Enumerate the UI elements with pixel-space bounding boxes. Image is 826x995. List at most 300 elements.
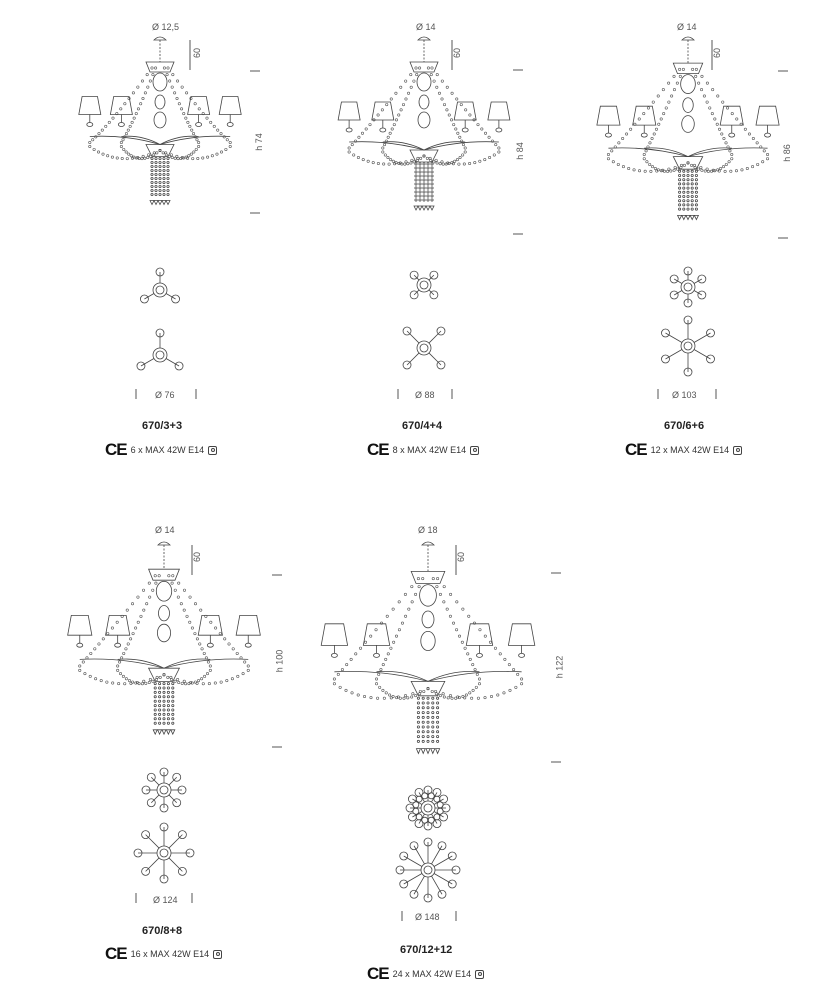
bead-garland [731,158,733,160]
crystal-drop [155,177,157,179]
bead-garland [472,663,474,665]
crystal-drop [437,702,439,704]
bead-garland [462,695,464,697]
lamp-shade [79,97,101,115]
bead-garland [98,132,100,134]
crystal-drop [427,195,429,197]
bead-garland [348,151,350,153]
bead-garland [82,661,84,663]
crystal-drop [167,718,169,720]
bead-garland [654,167,656,169]
bead-garland [177,681,179,683]
crystal-drop [419,167,421,169]
plan-hub-outer [153,283,167,297]
bead-garland [498,151,500,153]
bead-garland [353,154,355,156]
bead-garland [411,585,413,587]
bead-garland [94,648,96,650]
bobeche [196,123,202,127]
bead-garland [395,635,397,637]
bead-garland [433,80,435,82]
lamp-shade [321,624,347,646]
plan-hub-outer [681,280,695,294]
bead-garland [141,682,143,684]
bead-garland [382,163,384,165]
crystal-drop [431,195,433,197]
bead-garland [229,145,231,147]
bead-garland [415,67,417,69]
bead-garland [206,672,208,674]
bead-garland [751,165,753,167]
bobeche [641,133,647,137]
bead-garland [202,157,204,159]
bead-garland [339,686,341,688]
crystal-pendant [690,215,694,219]
bead-garland [706,82,708,84]
product-code: 670/8+8 [142,925,183,937]
bead-garland [383,697,385,699]
crystal-drop [159,189,161,191]
crystal-drop [163,718,165,720]
bead-garland [676,82,678,84]
bead-garland [651,137,653,139]
plan-hub-outer [681,339,695,353]
bead-garland [414,694,416,696]
column-bulb [418,112,430,128]
bead-garland [404,694,406,696]
plan-hub-inner [424,804,432,812]
bead-garland [701,169,703,171]
crystal-drop [151,177,153,179]
bead-garland [607,153,609,155]
crystal-drop [431,179,433,181]
bead-garland [403,697,405,699]
bead-garland [711,112,713,114]
crystal-pendant [158,730,162,734]
bead-garland [413,80,415,82]
bead-garland [348,147,350,149]
bead-garland [478,678,480,680]
lamp-shade [597,106,620,125]
bead-garland [667,82,669,84]
crystal-drop [432,697,434,699]
arm [424,142,499,150]
bead-garland [443,103,445,105]
crystal-drop [415,175,417,177]
bead-garland [461,641,463,643]
bead-garland [390,98,392,100]
bead-garland [629,128,631,130]
bead-garland [488,156,490,158]
crystal-drop [431,199,433,201]
bead-garland [612,161,614,163]
bead-garland [206,156,208,158]
bead-garland [697,168,699,170]
bead-garland [449,615,451,617]
bead-garland [435,159,437,161]
bead-garland [98,643,100,645]
crystal-drop [427,731,429,733]
bead-garland [467,653,469,655]
bead-garland [711,88,713,90]
plan-hub-outer [421,863,435,877]
bead-garland [714,118,716,120]
crystal-drop [691,179,693,181]
crystal-drop [679,183,681,185]
bobeche [496,128,502,132]
bead-garland [159,149,161,151]
bead-garland [643,158,645,160]
crystal-drop [159,181,161,183]
crystal-drop [159,161,161,163]
bead-garland [446,86,448,88]
bead-garland [171,156,173,158]
bead-garland [129,125,131,127]
crystal-drop [432,702,434,704]
crystal-drop [687,179,689,181]
column-cup [149,569,180,580]
bead-garland [120,108,122,110]
bead-garland [721,133,723,135]
crystal-drop [172,709,174,711]
bead-garland [382,689,384,691]
crystal-drop [154,713,156,715]
crystal-drop [159,683,161,685]
bead-garland [651,165,653,167]
crystal-drop [423,175,425,177]
bead-garland [183,609,185,611]
bead-garland [220,151,222,153]
bead-garland [144,157,146,159]
bead-garland [199,643,201,645]
bead-garland [152,680,154,682]
bead-garland [186,615,188,617]
spec-text: 12 x MAX 42W E14 [650,445,730,455]
bead-garland [447,697,449,699]
bead-garland [462,143,464,145]
bead-garland [106,681,108,683]
crystal-drop [427,702,429,704]
bead-garland [411,601,413,603]
bobeche [729,133,735,137]
spec-text: 6 x MAX 42W E14 [130,445,205,455]
crystal-drop [679,195,681,197]
bead-garland [427,687,429,689]
crystal-drop [415,163,417,165]
crystal-drop [415,167,417,169]
crystal-drop [422,707,424,709]
crystal-drop [431,175,433,177]
drop-label: 60 [192,47,203,59]
bead-garland [508,663,510,665]
bead-garland [484,635,486,637]
bead-garland [381,109,383,111]
bead-garland [752,137,754,139]
bead-garland [333,683,335,685]
bobeche [519,653,525,657]
bead-garland [433,161,435,163]
crystal-drop [172,705,174,707]
crystal-drop [427,183,429,185]
bead-garland [144,92,146,94]
crystal-drop [417,740,419,742]
plan-hub-inner [420,281,428,289]
bead-garland [622,165,624,167]
bead-garland [407,92,409,94]
bead-garland [607,158,609,160]
bead-garland [404,615,406,617]
bead-garland [493,154,495,156]
bead-garland [149,678,151,680]
bobeche [207,643,213,647]
bead-garland [194,103,196,105]
bead-garland [674,166,676,168]
bead-garland [648,163,650,165]
bead-garland [202,682,204,684]
bead-garland [137,108,139,110]
bead-garland [436,73,438,75]
bead-garland [695,68,697,70]
crystal-drop [167,722,169,724]
crystal-drop [419,195,421,197]
crystal-drop [167,189,169,191]
bead-garland [683,164,685,166]
bead-garland [351,692,353,694]
crystal-drop [691,204,693,206]
bead-garland [359,647,361,649]
bead-garland [137,596,139,598]
bead-garland [432,577,434,579]
bead-garland [676,168,678,170]
crystal-drop [167,700,169,702]
bead-garland [469,692,471,694]
bead-garland [438,92,440,94]
crystal-drop [167,683,169,685]
bead-garland [148,681,150,683]
crystal-pendant [426,206,430,210]
crystal-drop [417,697,419,699]
bead-garland [703,95,705,97]
width-label: Ø 124 [153,895,178,905]
crystal-drop [695,200,697,202]
bead-garland [419,690,421,692]
bead-garland [142,589,144,591]
product-code: 670/6+6 [664,420,705,432]
bead-garland [474,161,476,163]
bead-garland [448,114,450,116]
crystal-drop [151,173,153,175]
bead-garland [436,86,438,88]
bead-garland [386,615,388,617]
ceiling-rose [154,37,166,40]
product-code: 670/12+12 [400,944,453,956]
bead-garland [382,147,384,149]
bead-garland [163,674,165,676]
bobeche [346,128,352,132]
crystal-drop [423,183,425,185]
crystal-drop [163,696,165,698]
bead-garland [633,169,635,171]
crystal-drop [163,709,165,711]
plan-arm [166,294,176,300]
bead-garland [398,629,400,631]
bead-garland [426,157,428,159]
crystal-drop [427,175,429,177]
bead-garland [167,676,169,678]
crystal-drop [163,177,165,179]
crystal-drop [422,721,424,723]
drop-label: 60 [192,551,203,563]
crystal-drop [679,200,681,202]
crystal-drop [159,193,161,195]
plan-hub-outer [153,348,167,362]
bead-garland [209,121,211,123]
bead-garland [174,680,176,682]
crystal-drop [159,165,161,167]
bead-garland [191,682,193,684]
crystal-pendant [416,749,420,754]
bead-garland [475,686,477,688]
arm [80,659,164,668]
bead-garland [389,132,391,134]
crystal-drop [163,193,165,195]
crystal-drop [437,721,439,723]
bead-garland [404,163,406,165]
bead-garland [89,145,91,147]
bead-garland [707,170,709,172]
arm [334,671,428,681]
bead-garland [124,682,126,684]
bead-garland [118,661,120,663]
crystal-drop [423,171,425,173]
plan-arm [404,874,422,885]
bead-garland [625,133,627,135]
bead-garland [392,695,394,697]
bead-garland [132,92,134,94]
lamp-shade [219,97,241,115]
bead-garland [362,158,364,160]
bead-garland [247,669,249,671]
bead-garland [410,73,412,75]
bead-garland [520,678,522,680]
bead-garland [443,601,445,603]
bead-garland [460,103,462,105]
bead-garland [355,653,357,655]
bead-garland [167,67,169,69]
bead-garland [191,627,193,629]
crystal-drop [687,204,689,206]
bead-garland [417,577,419,579]
arm [608,148,688,157]
bead-garland [125,132,127,134]
bead-garland [117,682,119,684]
bead-garland [176,678,178,680]
bead-garland [668,168,670,170]
bead-garland [736,118,738,120]
bobeche [87,123,93,127]
plan-hub-outer [417,341,431,355]
bead-garland [494,647,496,649]
bead-garland [220,132,222,134]
bead-garland [670,170,672,172]
bead-garland [520,683,522,685]
plan-arm [429,331,441,343]
crystal-drop [679,204,681,206]
crystal-drop [154,687,156,689]
bead-garland [477,123,479,125]
product-code: 670/4+4 [402,420,443,432]
bead-garland [484,696,486,698]
bead-garland [172,73,174,75]
crystal-drop [159,169,161,171]
bead-garland [490,695,492,697]
bead-garland [184,682,186,684]
bead-garland [217,129,219,131]
bead-garland [129,638,131,640]
bead-garland [89,675,91,677]
bead-garland [746,167,748,169]
crystal-drop [163,687,165,689]
column-bulb [159,606,170,621]
bead-garland [376,697,378,699]
bead-garland [137,86,139,88]
bead-garland [143,609,145,611]
bead-garland [219,632,221,634]
crystal-drop [437,712,439,714]
crystal-drop [167,173,169,175]
bead-garland [456,158,458,160]
bead-garland [387,156,389,158]
crystal-drop [167,713,169,715]
bead-garland [719,167,721,169]
bead-garland [89,141,91,143]
bead-garland [380,668,382,670]
lamp-shade [363,624,389,646]
bead-garland [652,101,654,103]
bead-garland [411,159,413,161]
crystal-drop [431,171,433,173]
crystal-pendant [418,206,422,210]
center-bowl [411,681,445,695]
crystal-pendant [421,749,425,754]
crystal-pendant [162,730,166,734]
bobeche [245,643,251,647]
crystal-drop [155,165,157,167]
bead-garland [646,161,648,163]
crystal-drop [167,193,169,195]
bobeche [227,123,233,127]
crystal-drop [691,187,693,189]
crystal-drop [163,169,165,171]
bead-garland [638,170,640,172]
crystal-drop [163,705,165,707]
bead-garland [464,151,466,153]
crystal-drop [154,722,156,724]
bead-garland [416,73,418,75]
crystal-drop [417,716,419,718]
crystal-drop [683,187,685,189]
plan-arm [665,350,681,360]
plan-hub-inner [684,342,692,350]
crystal-drop [687,195,689,197]
drop-label: 60 [712,47,723,59]
bead-garland [408,608,410,610]
bead-garland [419,157,421,159]
crystal-drop [151,161,153,163]
crystal-drop [679,191,681,193]
crystal-drop [159,700,161,702]
crystal-drop [419,191,421,193]
